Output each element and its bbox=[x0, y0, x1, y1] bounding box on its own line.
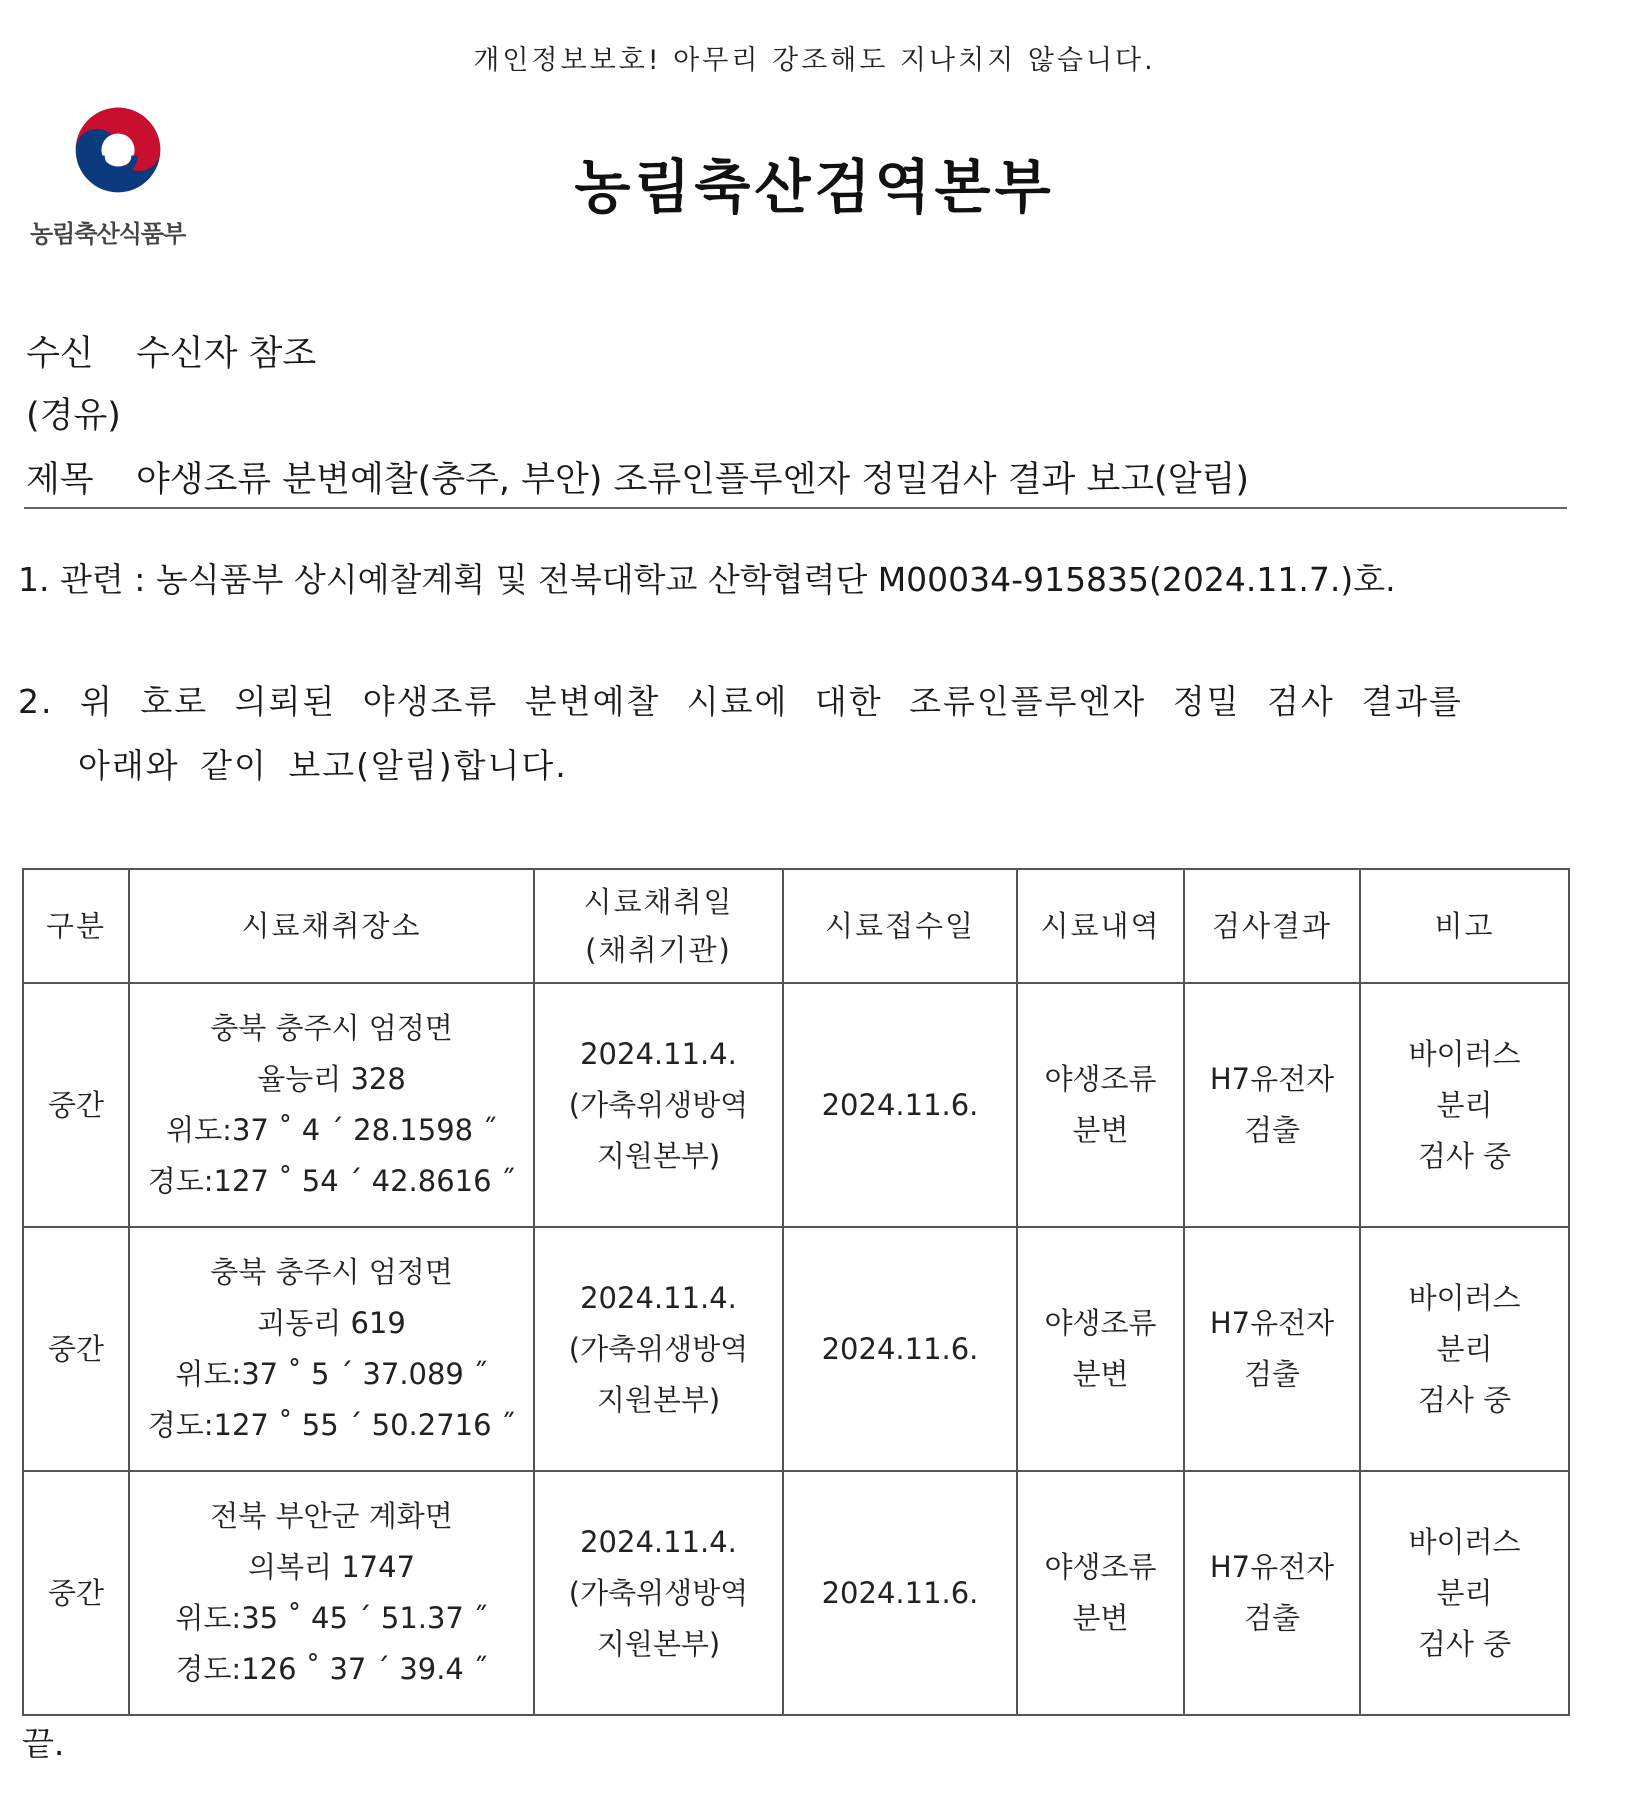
header-location: 시료채취장소 bbox=[129, 869, 534, 983]
table-row bbox=[23, 983, 1569, 1227]
latitude: 위도:37 ˚ 4 ´ 28.1598 ˝ bbox=[166, 1113, 497, 1147]
header-date-line2: (채취기관) bbox=[585, 933, 732, 967]
latitude: 위도:35 ˚ 45 ´ 51.37 ˝ bbox=[175, 1601, 488, 1635]
sampling-date: 2024.11.4. bbox=[580, 1524, 737, 1559]
sampling-org: 지원본부) bbox=[596, 1626, 721, 1661]
cell-result bbox=[1184, 983, 1360, 1227]
subject-value: 야생조류 분변예찰(충주, 부안) 조류인플루엔자 정밀검사 결과 보고(알림) bbox=[136, 460, 1249, 500]
recipient-value: 수신자 참조 bbox=[136, 334, 317, 374]
agency-title: 농림축산검역본부 bbox=[574, 153, 1055, 221]
longitude: 경도:127 ˚ 54 ´ 42.8616 ˝ bbox=[147, 1164, 516, 1198]
header-category: 구분 bbox=[23, 869, 129, 983]
cell-sample bbox=[1017, 1471, 1184, 1715]
cell-remark bbox=[1360, 983, 1569, 1227]
paragraph-2-line-1: 2. 위 호로 의뢰된 야생조류 분변예찰 시료에 대한 조류인플루엔자 정밀 검사 결과를 bbox=[18, 682, 1463, 721]
cell-sample bbox=[1017, 983, 1184, 1227]
table-row bbox=[23, 1471, 1569, 1715]
location-line: 율능리 328 bbox=[257, 1062, 406, 1096]
location-line: 충북 충주시 엄정면 bbox=[210, 1011, 453, 1045]
location-line: 전북 부안군 계화면 bbox=[210, 1499, 453, 1533]
remark-line: 분리 bbox=[1436, 1087, 1493, 1122]
remark-line: 검사 중 bbox=[1417, 1382, 1512, 1417]
result-line: H7유전자 bbox=[1209, 1306, 1335, 1340]
header-sampling-date bbox=[534, 869, 783, 983]
table-row bbox=[23, 1227, 1569, 1471]
cell-sample bbox=[1017, 1227, 1184, 1471]
cell-result bbox=[1184, 1227, 1360, 1471]
sample-line: 야생조류 bbox=[1044, 1062, 1157, 1096]
sampling-org: (가축위생방역 bbox=[568, 1087, 749, 1122]
paragraph-2-line-2: 아래와 같이 보고(알림)합니다. bbox=[78, 746, 568, 785]
header-result: 검사결과 bbox=[1184, 869, 1360, 983]
remark-line: 분리 bbox=[1436, 1575, 1493, 1610]
cell-category: 중간 bbox=[23, 1227, 129, 1471]
remark-line: 바이러스 bbox=[1408, 1524, 1521, 1559]
cell-location bbox=[129, 1227, 534, 1471]
recipient-label: 수신 bbox=[26, 334, 94, 374]
privacy-slogan: 개인정보보호! 아무리 강조해도 지나치지 않습니다. bbox=[473, 45, 1156, 76]
sampling-org: (가축위생방역 bbox=[568, 1331, 749, 1366]
sample-line: 야생조류 bbox=[1044, 1550, 1157, 1584]
cell-remark bbox=[1360, 1227, 1569, 1471]
cell-remark bbox=[1360, 1471, 1569, 1715]
cell-received: 2024.11.6. bbox=[783, 1227, 1017, 1471]
result-line: 검출 bbox=[1243, 1601, 1301, 1635]
via-label: (경유) bbox=[26, 396, 121, 436]
recipient-line bbox=[26, 326, 316, 376]
sample-line: 분변 bbox=[1072, 1357, 1129, 1391]
latitude: 위도:37 ˚ 5 ´ 37.089 ˝ bbox=[175, 1357, 488, 1391]
remark-line: 검사 중 bbox=[1417, 1626, 1512, 1661]
header-divider bbox=[24, 507, 1567, 509]
cell-category: 중간 bbox=[23, 1471, 129, 1715]
cell-sampling-date bbox=[534, 1471, 783, 1715]
remark-line: 바이러스 bbox=[1408, 1036, 1521, 1071]
header-received: 시료접수일 bbox=[783, 869, 1017, 983]
end-mark: 끝. bbox=[22, 1724, 65, 1763]
result-line: 검출 bbox=[1243, 1113, 1301, 1147]
header-date-line1: 시료채취일 bbox=[583, 885, 734, 919]
results-table bbox=[22, 868, 1570, 1716]
subject-line bbox=[26, 452, 1249, 502]
location-line: 의복리 1747 bbox=[247, 1550, 416, 1584]
cell-location bbox=[129, 983, 534, 1227]
cell-received: 2024.11.6. bbox=[783, 983, 1017, 1227]
cell-result bbox=[1184, 1471, 1360, 1715]
longitude: 경도:127 ˚ 55 ´ 50.2716 ˝ bbox=[147, 1408, 516, 1442]
remark-line: 바이러스 bbox=[1408, 1280, 1521, 1315]
result-line: 검출 bbox=[1243, 1357, 1301, 1391]
sample-line: 분변 bbox=[1072, 1113, 1129, 1147]
header-sample: 시료내역 bbox=[1017, 869, 1184, 983]
longitude: 경도:126 ˚ 37 ´ 39.4 ˝ bbox=[175, 1652, 488, 1686]
cell-location bbox=[129, 1471, 534, 1715]
sample-line: 분변 bbox=[1072, 1601, 1129, 1635]
cell-sampling-date bbox=[534, 1227, 783, 1471]
logo-text: 농림축산식품부 bbox=[30, 220, 186, 248]
result-line: H7유전자 bbox=[1209, 1550, 1335, 1584]
result-line: H7유전자 bbox=[1209, 1062, 1335, 1096]
sampling-date: 2024.11.4. bbox=[580, 1036, 737, 1071]
table-header-row bbox=[23, 869, 1569, 983]
location-line: 충북 충주시 엄정면 bbox=[210, 1255, 453, 1289]
subject-label: 제목 bbox=[26, 460, 94, 500]
location-line: 괴동리 619 bbox=[257, 1306, 406, 1340]
remark-line: 분리 bbox=[1436, 1331, 1493, 1366]
sampling-org: 지원본부) bbox=[596, 1138, 721, 1173]
header-remark: 비고 bbox=[1360, 869, 1569, 983]
paragraph-1: 1. 관련 : 농식품부 상시예찰계획 및 전북대학교 산학협력단 M00034-915835(2024.11.7.)호. bbox=[18, 560, 1396, 599]
sampling-date: 2024.11.4. bbox=[580, 1280, 737, 1315]
sample-line: 야생조류 bbox=[1044, 1306, 1157, 1340]
cell-category: 중간 bbox=[23, 983, 129, 1227]
cell-sampling-date bbox=[534, 983, 783, 1227]
sampling-org: (가축위생방역 bbox=[568, 1575, 749, 1610]
cell-received: 2024.11.6. bbox=[783, 1471, 1017, 1715]
remark-line: 검사 중 bbox=[1417, 1138, 1512, 1173]
via-line bbox=[26, 388, 121, 438]
sampling-org: 지원본부) bbox=[596, 1382, 721, 1417]
